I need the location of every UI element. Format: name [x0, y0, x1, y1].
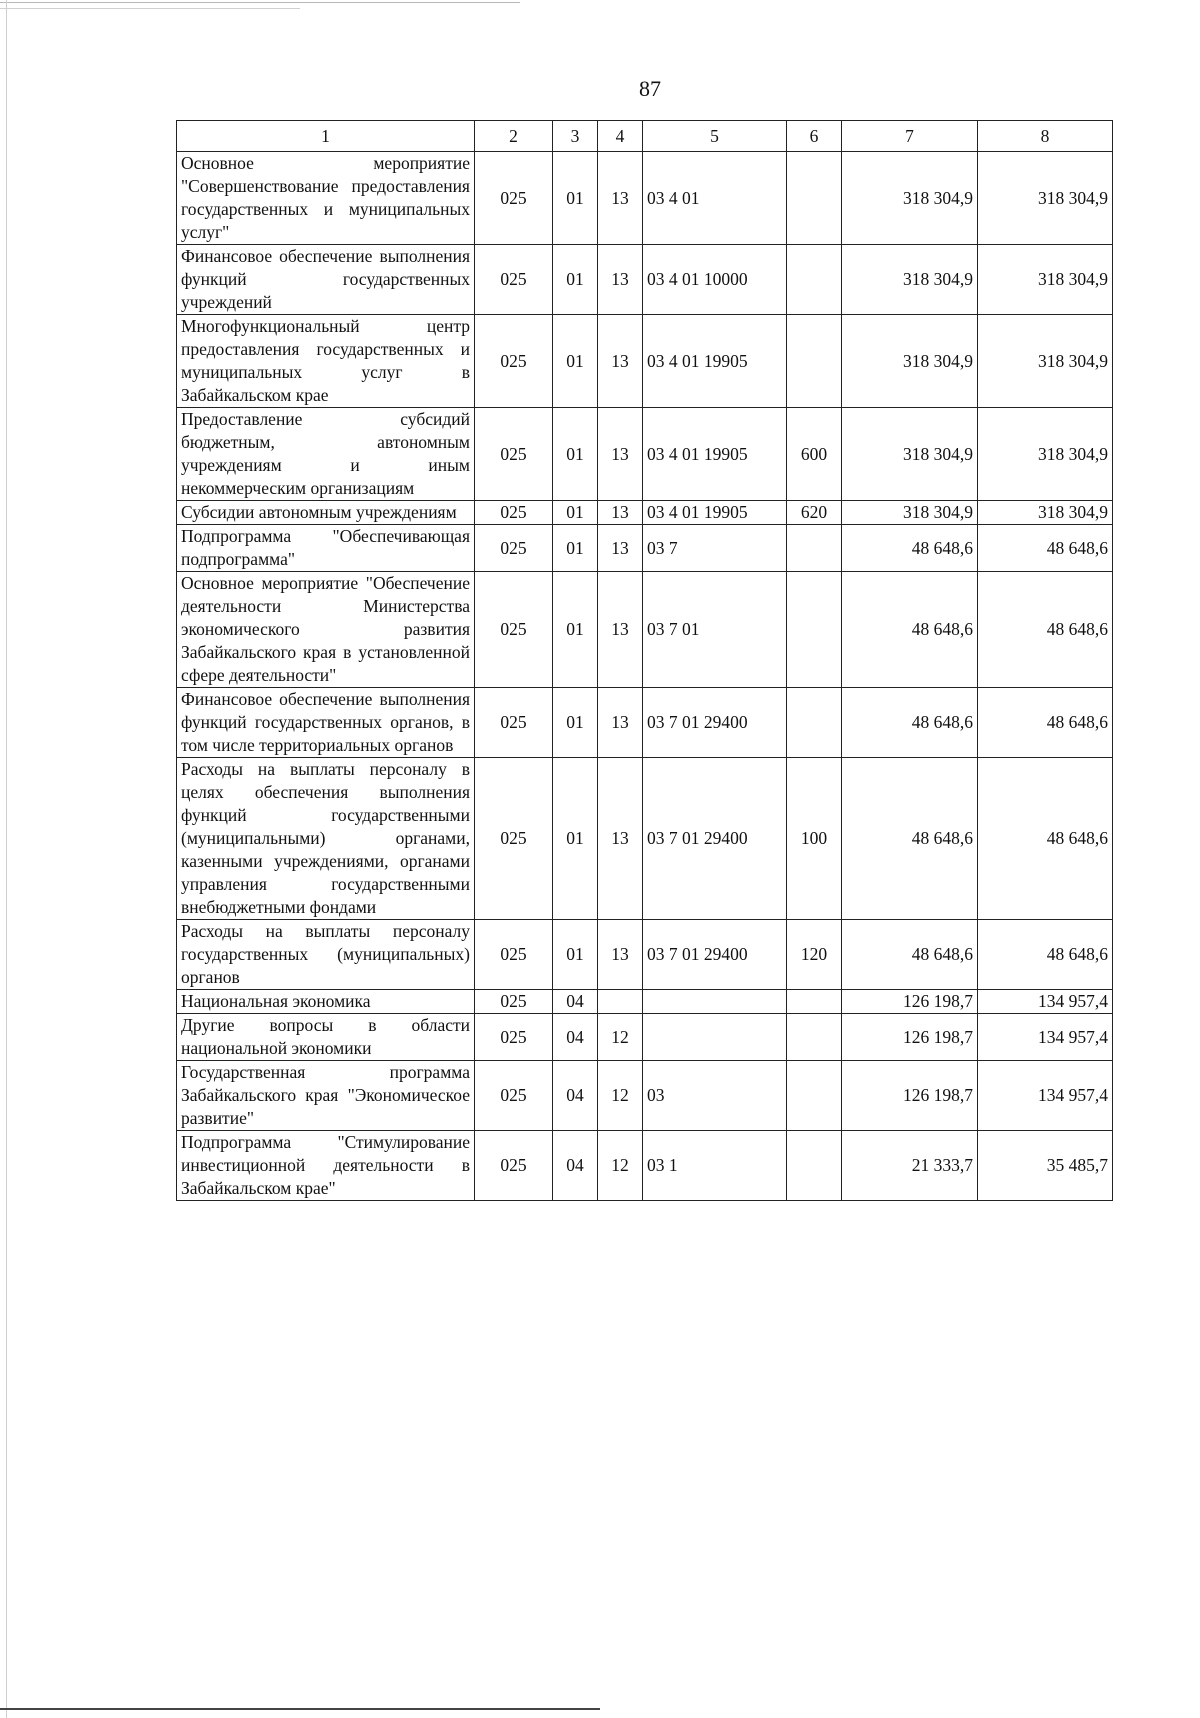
cell-expense-type: 100 — [787, 758, 842, 920]
cell-amount-2: 318 304,9 — [978, 152, 1113, 245]
row-name: Подпрограмма "Стимулирование инвестиционной деятельности в Забайкальском крае" — [177, 1131, 475, 1201]
cell-section: 01 — [553, 525, 598, 572]
cell-section: 01 — [553, 920, 598, 990]
cell-amount-2: 48 648,6 — [978, 758, 1113, 920]
row-name: Основное мероприятие "Обеспечение деятельности Министерства экономического развития Забайкальского края в установленной сфере деятельности" — [177, 572, 475, 688]
cell-amount-1: 126 198,7 — [842, 1014, 978, 1061]
cell-subsection: 13 — [598, 688, 643, 758]
table-row — [177, 1014, 1113, 1061]
cell-target-article: 03 7 — [643, 525, 787, 572]
cell-admin-code: 025 — [475, 152, 553, 245]
cell-subsection: 13 — [598, 501, 643, 525]
cell-amount-1: 318 304,9 — [842, 152, 978, 245]
cell-expense-type — [787, 152, 842, 245]
scan-edge-line — [6, 0, 7, 1718]
cell-subsection: 13 — [598, 758, 643, 920]
cell-admin-code: 025 — [475, 1061, 553, 1131]
cell-expense-type — [787, 990, 842, 1014]
cell-expense-type — [787, 572, 842, 688]
cell-amount-2: 134 957,4 — [978, 1014, 1113, 1061]
scan-edge-line — [0, 2, 520, 3]
row-name: Расходы на выплаты персоналу государственных (муниципальных) органов — [177, 920, 475, 990]
cell-subsection: 13 — [598, 525, 643, 572]
table-row — [177, 572, 1113, 688]
cell-expense-type — [787, 525, 842, 572]
column-header: 8 — [978, 121, 1113, 152]
row-name: Основное мероприятие "Совершенствование предоставления государственных и муниципальных услуг" — [177, 152, 475, 245]
cell-target-article: 03 7 01 29400 — [643, 758, 787, 920]
cell-section: 01 — [553, 758, 598, 920]
cell-expense-type: 120 — [787, 920, 842, 990]
cell-amount-1: 48 648,6 — [842, 920, 978, 990]
cell-admin-code: 025 — [475, 1131, 553, 1201]
page-number: 87 — [639, 76, 661, 101]
table-row — [177, 501, 1113, 525]
cell-expense-type: 620 — [787, 501, 842, 525]
cell-subsection: 13 — [598, 315, 643, 408]
table-row — [177, 920, 1113, 990]
cell-subsection — [598, 990, 643, 1014]
column-header: 2 — [475, 121, 553, 152]
cell-expense-type — [787, 315, 842, 408]
cell-subsection: 13 — [598, 152, 643, 245]
cell-target-article — [643, 990, 787, 1014]
cell-amount-1: 126 198,7 — [842, 990, 978, 1014]
cell-subsection: 12 — [598, 1014, 643, 1061]
cell-subsection: 12 — [598, 1061, 643, 1131]
table-row — [177, 688, 1113, 758]
cell-amount-1: 318 304,9 — [842, 408, 978, 501]
cell-expense-type — [787, 1014, 842, 1061]
cell-admin-code: 025 — [475, 688, 553, 758]
cell-target-article: 03 4 01 10000 — [643, 245, 787, 315]
cell-expense-type: 600 — [787, 408, 842, 501]
cell-amount-2: 318 304,9 — [978, 501, 1113, 525]
cell-section: 04 — [553, 1131, 598, 1201]
cell-target-article — [643, 1014, 787, 1061]
cell-subsection: 13 — [598, 572, 643, 688]
row-name: Расходы на выплаты персоналу в целях обеспечения выполнения функций государственными (муниципальными) органами, казенными учреждениями, органами управления государственными внебюджетными фондами — [177, 758, 475, 920]
cell-target-article: 03 7 01 29400 — [643, 688, 787, 758]
cell-amount-2: 48 648,6 — [978, 572, 1113, 688]
cell-section: 04 — [553, 990, 598, 1014]
cell-section: 01 — [553, 501, 598, 525]
cell-subsection: 12 — [598, 1131, 643, 1201]
cell-admin-code: 025 — [475, 525, 553, 572]
cell-amount-1: 126 198,7 — [842, 1061, 978, 1131]
cell-amount-1: 48 648,6 — [842, 572, 978, 688]
scan-edge-line — [0, 8, 300, 9]
cell-amount-2: 318 304,9 — [978, 315, 1113, 408]
cell-admin-code: 025 — [475, 315, 553, 408]
row-name: Финансовое обеспечение выполнения функций государственных органов, в том числе территориальных органов — [177, 688, 475, 758]
cell-section: 04 — [553, 1061, 598, 1131]
cell-section: 01 — [553, 152, 598, 245]
cell-amount-1: 318 304,9 — [842, 501, 978, 525]
cell-target-article: 03 4 01 19905 — [643, 501, 787, 525]
cell-admin-code: 025 — [475, 1014, 553, 1061]
table-row — [177, 758, 1113, 920]
row-name: Государственная программа Забайкальского края "Экономическое развитие" — [177, 1061, 475, 1131]
cell-section: 01 — [553, 408, 598, 501]
table-row — [177, 1131, 1113, 1201]
cell-subsection: 13 — [598, 245, 643, 315]
table-row — [177, 525, 1113, 572]
cell-admin-code: 025 — [475, 990, 553, 1014]
table-row — [177, 990, 1113, 1014]
table-row — [177, 315, 1113, 408]
cell-admin-code: 025 — [475, 501, 553, 525]
cell-amount-2: 318 304,9 — [978, 408, 1113, 501]
budget-table — [176, 120, 1113, 1201]
row-name: Субсидии автономным учреждениям — [177, 501, 475, 525]
column-header: 3 — [553, 121, 598, 152]
cell-amount-2: 35 485,7 — [978, 1131, 1113, 1201]
column-header: 6 — [787, 121, 842, 152]
row-name: Подпрограмма "Обеспечивающая подпрограмма" — [177, 525, 475, 572]
cell-amount-1: 318 304,9 — [842, 245, 978, 315]
row-name: Многофункциональный центр предоставления государственных и муниципальных услуг в Забайкальском крае — [177, 315, 475, 408]
cell-subsection: 13 — [598, 920, 643, 990]
table-row — [177, 245, 1113, 315]
cell-section: 04 — [553, 1014, 598, 1061]
cell-admin-code: 025 — [475, 758, 553, 920]
cell-section: 01 — [553, 315, 598, 408]
column-header: 5 — [643, 121, 787, 152]
cell-target-article: 03 4 01 19905 — [643, 408, 787, 501]
table-row — [177, 408, 1113, 501]
cell-amount-1: 318 304,9 — [842, 315, 978, 408]
row-name: Национальная экономика — [177, 990, 475, 1014]
scan-edge-line — [0, 1708, 600, 1710]
cell-amount-1: 48 648,6 — [842, 758, 978, 920]
cell-admin-code: 025 — [475, 572, 553, 688]
cell-amount-2: 134 957,4 — [978, 990, 1113, 1014]
cell-amount-2: 48 648,6 — [978, 688, 1113, 758]
cell-amount-2: 318 304,9 — [978, 245, 1113, 315]
row-name: Предоставление субсидий бюджетным, автономным учреждениям и иным некоммерческим организациям — [177, 408, 475, 501]
cell-subsection: 13 — [598, 408, 643, 501]
cell-expense-type — [787, 688, 842, 758]
cell-admin-code: 025 — [475, 408, 553, 501]
cell-amount-1: 48 648,6 — [842, 688, 978, 758]
cell-section: 01 — [553, 245, 598, 315]
cell-admin-code: 025 — [475, 920, 553, 990]
cell-target-article: 03 — [643, 1061, 787, 1131]
table-row — [177, 152, 1113, 245]
cell-target-article: 03 4 01 19905 — [643, 315, 787, 408]
column-header: 4 — [598, 121, 643, 152]
cell-amount-2: 48 648,6 — [978, 525, 1113, 572]
cell-amount-1: 48 648,6 — [842, 525, 978, 572]
cell-target-article: 03 4 01 — [643, 152, 787, 245]
table-row — [177, 1061, 1113, 1131]
column-header: 1 — [177, 121, 475, 152]
row-name: Другие вопросы в области национальной экономики — [177, 1014, 475, 1061]
cell-amount-2: 134 957,4 — [978, 1061, 1113, 1131]
column-header: 7 — [842, 121, 978, 152]
row-name: Финансовое обеспечение выполнения функций государственных учреждений — [177, 245, 475, 315]
cell-section: 01 — [553, 688, 598, 758]
table-header-row — [177, 121, 1113, 152]
cell-admin-code: 025 — [475, 245, 553, 315]
cell-target-article: 03 7 01 — [643, 572, 787, 688]
cell-target-article: 03 7 01 29400 — [643, 920, 787, 990]
cell-target-article: 03 1 — [643, 1131, 787, 1201]
cell-amount-2: 48 648,6 — [978, 920, 1113, 990]
cell-amount-1: 21 333,7 — [842, 1131, 978, 1201]
cell-expense-type — [787, 245, 842, 315]
cell-expense-type — [787, 1131, 842, 1201]
cell-expense-type — [787, 1061, 842, 1131]
cell-section: 01 — [553, 572, 598, 688]
